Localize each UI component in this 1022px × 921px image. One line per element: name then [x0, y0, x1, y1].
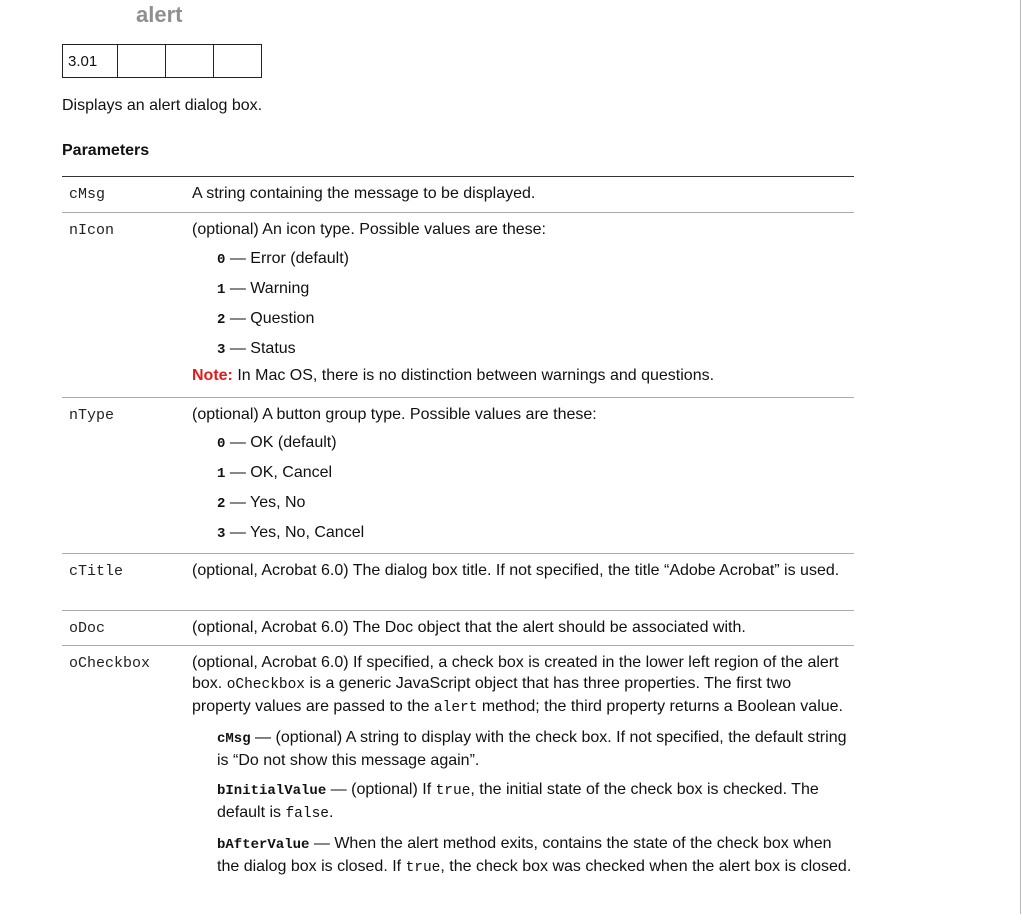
sub-inline-code: false: [285, 806, 329, 822]
option-text: — Yes, No, Cancel: [225, 524, 365, 541]
sub-code: cMsg: [217, 731, 251, 747]
sub-text: — (optional) A string to display with the check box. If not specified, the default string is “Do not show this message again”.: [217, 729, 847, 769]
param-name: cMsg: [69, 186, 106, 203]
sub-property: [192, 727, 854, 771]
parameters-heading: Parameters: [62, 142, 150, 159]
version-cell: [166, 45, 214, 78]
option-code: 1: [217, 282, 226, 298]
param-name: oCheckbox: [69, 655, 151, 672]
option-item: [192, 518, 854, 548]
param-row-odoc: [62, 611, 854, 646]
sub-property: [192, 833, 854, 879]
sub-code: bAfterValue: [217, 837, 310, 853]
option-code: 0: [217, 252, 226, 268]
option-text: — Error (default): [225, 250, 349, 267]
option-item: [192, 274, 854, 304]
param-row-ntype: [62, 398, 854, 554]
param-desc: (optional) An icon type. Possible values are these:: [192, 221, 546, 238]
sub-text: .: [329, 804, 334, 821]
option-text: — OK, Cancel: [225, 464, 333, 481]
option-text: — OK (default): [225, 434, 337, 451]
desc-code: alert: [433, 700, 478, 716]
param-row-nicon: [62, 213, 854, 398]
option-item: [192, 428, 854, 458]
desc-text: (optional, Acrobat 6.0) If specified, a check box is created in the lower left region of the alert box.: [192, 654, 839, 692]
option-text: — Question: [225, 310, 315, 327]
desc-text: is a generic JavaScript object that has three properties. The first two property values are passed to the: [192, 675, 792, 715]
sub-property: [192, 779, 854, 825]
param-desc: [192, 652, 854, 719]
option-code: 0: [217, 436, 226, 452]
param-row-ocheckbox: [62, 646, 854, 921]
sub-inline-code: true: [435, 783, 471, 799]
param-desc: (optional, Acrobat 6.0) The dialog box title. If not specified, the title “Adobe Acrobat” is used.: [192, 562, 840, 579]
param-desc: (optional, Acrobat 6.0) The Doc object that the alert should be associated with.: [192, 619, 746, 636]
note-text: In Mac OS, there is no distinction between warnings and questions.: [232, 367, 715, 384]
param-name: cTitle: [69, 563, 124, 580]
option-item: [192, 244, 854, 274]
param-name: nIcon: [69, 222, 115, 239]
option-item: [192, 304, 854, 334]
param-row-ctitle: [62, 554, 854, 611]
version-cell: [214, 45, 262, 78]
param-desc: (optional) A button group type. Possible values are these:: [192, 406, 597, 423]
version-cell: [118, 45, 166, 78]
option-code: 2: [217, 496, 226, 512]
page-right-border: [1020, 0, 1021, 914]
note-label: Note:: [192, 367, 233, 384]
option-item: [192, 488, 854, 518]
option-code: 3: [217, 526, 226, 542]
option-code: 1: [217, 466, 226, 482]
sub-text: — When the alert method exits, contains the state of the check box when the dialog box is closed. If: [217, 835, 832, 875]
param-name: nType: [69, 407, 115, 424]
version-table: [62, 44, 262, 78]
sub-text: — (optional) If: [326, 781, 436, 798]
param-desc: A string containing the message to be displayed.: [192, 185, 536, 202]
param-desc-block: [192, 398, 854, 553]
param-name: oDoc: [69, 620, 106, 637]
option-code: 2: [217, 312, 226, 328]
sub-text: , the check box was checked when the alert box is closed.: [440, 858, 852, 875]
desc-code: oCheckbox: [226, 677, 306, 693]
method-description: Displays an alert dialog box.: [62, 97, 263, 114]
sub-text: , the initial state of the check box is checked. The default is: [217, 781, 819, 821]
param-desc-block: [192, 646, 854, 921]
sub-code: bInitialValue: [217, 783, 327, 799]
desc-text: method; the third property returns a Boolean value.: [477, 698, 843, 715]
note: [192, 364, 854, 388]
option-item: [192, 458, 854, 488]
param-row-cmsg: [62, 177, 854, 213]
option-code: 3: [217, 342, 226, 358]
parameters-table: [62, 176, 854, 921]
option-item: [192, 334, 854, 364]
version-cell: 3.01: [63, 45, 118, 78]
param-desc-block: [192, 213, 854, 397]
option-text: — Status: [225, 340, 296, 357]
sub-inline-code: true: [405, 860, 441, 876]
page-title: alert: [136, 2, 183, 27]
option-text: — Yes, No: [225, 494, 306, 511]
option-text: — Warning: [225, 280, 310, 297]
